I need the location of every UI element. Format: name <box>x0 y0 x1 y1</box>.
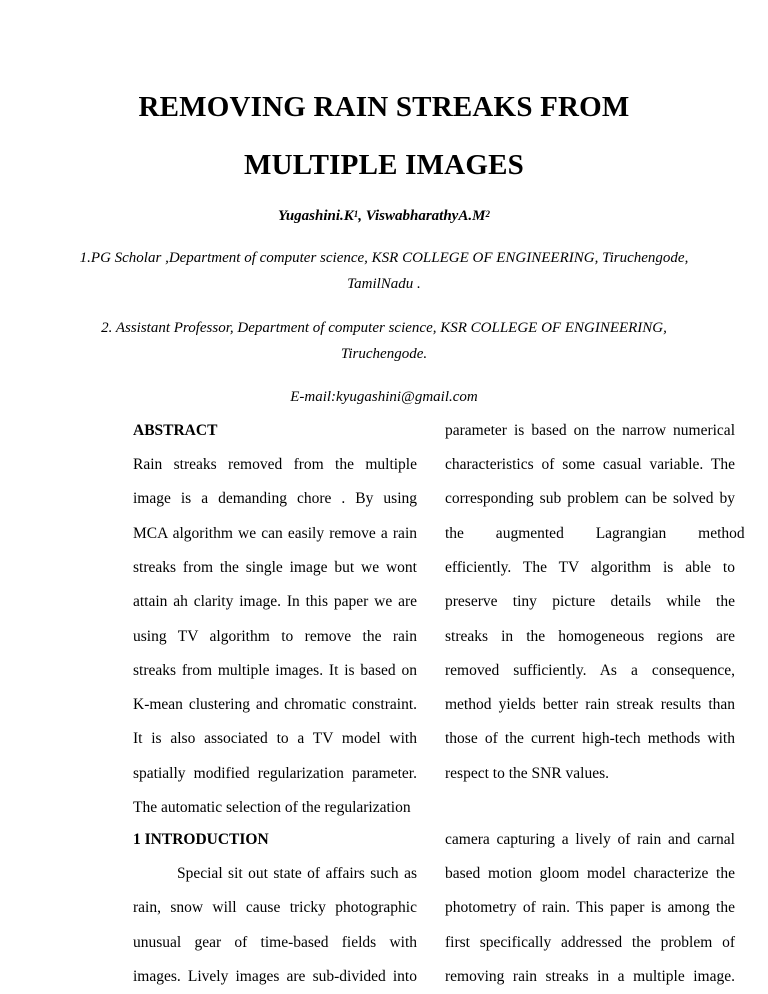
intro-left-line: unusual gear of time-based fields with <box>133 934 417 951</box>
intro-left-line: Special sit out state of affairs such as <box>177 865 417 882</box>
abstract-right-line: corresponding sub problem can be solved by <box>445 490 735 507</box>
intro-left-line: images. Lively images are sub-divided into <box>133 968 417 985</box>
abstract-left-line: Rain streaks removed from the multiple <box>133 456 417 473</box>
abstract-right-line: streaks in the homogeneous regions are <box>445 628 735 645</box>
intro-right-line: first specifically addressed the problem of <box>445 934 735 951</box>
intro-right-line: based motion gloom model characterize the <box>445 865 735 882</box>
abstract-left-line: image is a demanding chore . By using <box>133 490 417 507</box>
abstract-left-line: streaks from the single image but we wont <box>133 559 417 576</box>
author-1-name: Yugashini.K <box>278 208 354 224</box>
abstract-left-line: It is also associated to a TV model with <box>133 730 417 747</box>
abstract-left-line: streaks from multiple images. It is based on <box>133 662 417 679</box>
intro-left-line: rain, snow will cause tricky photographic <box>133 899 417 916</box>
abstract-left-line: The automatic selection of the regularization <box>133 799 411 816</box>
abstract-left-line: MCA algorithm we can easily remove a rain <box>133 525 417 542</box>
paper-title-line-2: MULTIPLE IMAGES <box>244 149 524 181</box>
abstract-heading: ABSTRACT <box>133 422 218 439</box>
abstract-right-line: removed sufficiently. As a consequence, <box>445 662 735 679</box>
author-list <box>0 207 768 225</box>
affiliation-2-line-1: 2. Assistant Professor, Department of computer science, KSR COLLEGE OF ENGINEERING, <box>101 320 667 336</box>
abstract-left-line: K-mean clustering and chromatic constraint. <box>133 696 417 713</box>
affiliation-2-line-2: Tiruchengode. <box>340 346 428 362</box>
abstract-right-line: respect to the SNR values. <box>445 765 610 782</box>
author-2-superscript: 2 <box>485 209 490 219</box>
affiliation-1-line-2: TamilNadu . <box>347 276 421 292</box>
paper-title-line-1: REMOVING RAIN STREAKS FROM <box>138 91 630 123</box>
contact-email: E-mail:kyugashini@gmail.com <box>290 389 478 405</box>
abstract-left-line: using TV algorithm to remove the rain <box>133 628 417 645</box>
introduction-heading: 1 INTRODUCTION <box>133 831 269 848</box>
abstract-right-line: method yields better rain streak results than <box>445 696 735 713</box>
abstract-right-line: those of the current high-tech methods with <box>445 730 735 747</box>
author-2-name: ViswabharathyA.M <box>365 208 486 224</box>
abstract-right-line: efficiently. The TV algorithm is able to <box>445 559 735 576</box>
author-separator: , <box>358 208 366 224</box>
author-1-superscript: 1 <box>353 209 359 219</box>
abstract-right-line: preserve tiny picture details while the <box>445 593 735 610</box>
abstract-right-line: characteristics of some casual variable. The <box>445 456 735 473</box>
abstract-right-line: the augmented Lagrangian method <box>445 525 745 542</box>
affiliation-1-line-1: 1.PG Scholar ,Department of computer science, KSR COLLEGE OF ENGINEERING, Tiruchengode, <box>79 250 689 266</box>
abstract-left-line: spatially modified regularization parameter. <box>133 765 417 782</box>
intro-right-line: camera capturing a lively of rain and carnal <box>445 831 735 848</box>
intro-right-line: removing rain streaks in a multiple image. <box>445 968 735 985</box>
intro-right-line: photometry of rain. This paper is among the <box>445 899 735 916</box>
abstract-right-line: parameter is based on the narrow numerical <box>445 422 735 439</box>
abstract-left-line: attain ah clarity image. In this paper we are <box>133 593 417 610</box>
